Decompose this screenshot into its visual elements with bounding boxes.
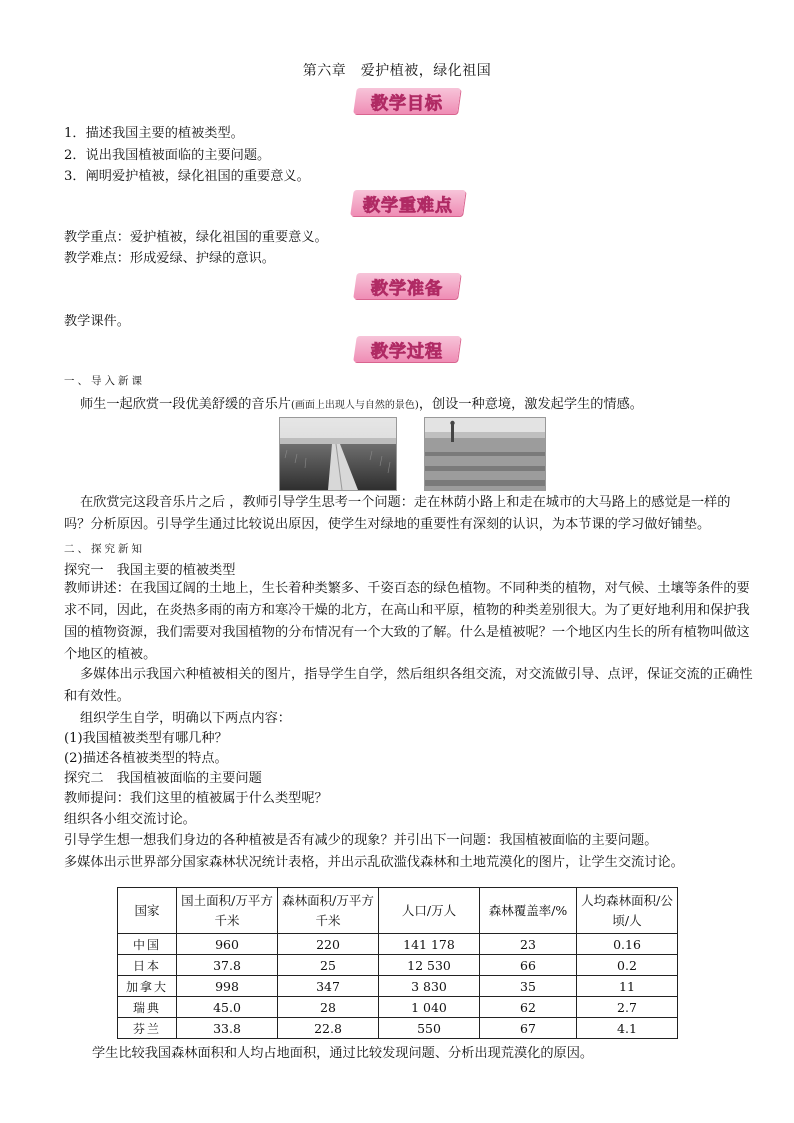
table-cell: 11: [577, 976, 678, 997]
explore2-line-2: 组织各小组交流讨论。: [64, 812, 196, 827]
banner-teaching-goals-text: 教学目标: [371, 93, 443, 114]
explore1-question-2: (2)描述各植被类型的特点。: [64, 751, 228, 766]
table-cell: 347: [278, 976, 379, 997]
table-cell-country: 日本: [118, 955, 177, 976]
table-cell: 66: [480, 955, 577, 976]
table-cell: 25: [278, 955, 379, 976]
table-cell: 23: [480, 934, 577, 955]
table-row: [118, 955, 678, 976]
table-cell: 22.8: [278, 1018, 379, 1039]
table-cell-country: 加拿大: [118, 976, 177, 997]
banner-process-text: 教学过程: [371, 341, 443, 362]
goal-item-2: 2．说出我国植被面临的主要问题。: [64, 148, 271, 163]
intro-p1-text-a: 师生一起欣赏一段优美舒缓的音乐片: [80, 397, 291, 412]
table-row: [118, 997, 678, 1018]
table-header: 森林覆盖率/%: [480, 888, 577, 934]
explore1-question-1: (1)我国植被类型有哪几种？: [64, 731, 228, 746]
table-cell: 28: [278, 997, 379, 1018]
table-cell-country: 瑞典: [118, 997, 177, 1018]
explore1-p1-text: 教师讲述：在我国辽阔的土地上，生长着种类繁多、千姿百态的绿色植物。不同种类的植物，对气候、土壤等条件的要求不同，因此，在炎热多雨的南方和寒冷干燥的北方，在高山和平原，植物的种类差别很大。为了更好地利用和保护我国的植物资源，我们需要对我国植物的分布情况有一个大致的了解。什么是植被呢？一个地区内生长的所有植物叫做这个地区的植被。: [64, 581, 750, 662]
explore1-self-study: 组织学生自学，明确以下两点内容：: [80, 711, 291, 726]
banner-key-points-text: 教学重难点: [363, 195, 453, 216]
grassland-person-photo: [424, 417, 546, 491]
intro-paragraph-1: [80, 393, 643, 412]
table-header: 人均森林面积/公顷/人: [577, 888, 678, 934]
banner-preparation-text: 教学准备: [371, 278, 443, 299]
banner-preparation: [355, 273, 459, 299]
banner-teaching-goals: [355, 88, 459, 114]
table-cell: 12 530: [379, 955, 480, 976]
explore1-p2-text: 多媒体出示我国六种植被相关的图片，指导学生自学，然后组织各组交流，对交流做引导、点评，保证交流的正确性和有效性。: [64, 667, 753, 704]
table-cell: 960: [177, 934, 278, 955]
table-row: [118, 1018, 678, 1039]
intro-p1-note: (画面上出现人与自然的景色): [291, 400, 419, 411]
table-cell: 550: [379, 1018, 480, 1039]
teaching-focus: 教学重点：爱护植被，绿化祖国的重要意义。: [64, 230, 328, 245]
table-cell: 45.0: [177, 997, 278, 1018]
banner-process: [355, 336, 459, 362]
table-header-row: [118, 888, 678, 934]
teaching-difficulty: 教学难点：形成爱绿、护绿的意识。: [64, 251, 275, 266]
table-cell-country: 中国: [118, 934, 177, 955]
table-cell: 2.7: [577, 997, 678, 1018]
goal-item-1: 1．描述我国主要的植被类型。: [64, 126, 244, 141]
explore1-paragraph-1: [64, 578, 754, 666]
table-cell: 37.8: [177, 955, 278, 976]
table-header: 森林面积/万平方千米: [278, 888, 379, 934]
table-cell: 1 040: [379, 997, 480, 1018]
table-cell: 220: [278, 934, 379, 955]
table-header: 国土面积/万平方千米: [177, 888, 278, 934]
preparation-text: 教学课件。: [64, 314, 130, 329]
intro-p2-text: 在欣赏完这段音乐片之后 ，教师引导学生思考一个问题：走在林荫小路上和走在城市的大马路上的感觉是一样的吗？分析原因。引导学生通过比较说出原因，使学生对绿地的重要性有深刻的认识，为本节课的学习做好铺垫。: [64, 495, 731, 532]
after-table-text: 学生比较我国森林面积和人均占地面积，通过比较发现问题、分析出现荒漠化的原因。: [92, 1046, 594, 1061]
explore2-line-4: 多媒体出示世界部分国家森林状况统计表格，并出示乱砍滥伐森林和土地荒漠化的图片，让学生交流讨论。: [64, 855, 684, 870]
section-heading-intro: 一、导入新课: [64, 375, 145, 387]
forest-statistics-table: [117, 887, 678, 1039]
wetland-boardwalk-photo: [279, 417, 397, 491]
table-cell: 0.2: [577, 955, 678, 976]
table-cell: 3 830: [379, 976, 480, 997]
explore2-line-3: 引导学生想一想我们身边的各种植被是否有减少的现象？并引出下一问题：我国植被面临的主要问题。: [64, 833, 658, 848]
explore2-line-1: 教师提问：我们这里的植被属于什么类型呢？: [64, 791, 328, 806]
table-header: 人口/万人: [379, 888, 480, 934]
table-cell: 141 178: [379, 934, 480, 955]
table-row: [118, 976, 678, 997]
table-cell: 998: [177, 976, 278, 997]
table-cell: 62: [480, 997, 577, 1018]
banner-key-points: [352, 190, 464, 216]
goal-item-3: 3．阐明爱护植被，绿化祖国的重要意义。: [64, 169, 310, 184]
intro-p1-text-b: ，创设一种意境，激发起学生的情感。: [418, 397, 643, 412]
table-cell: 4.1: [577, 1018, 678, 1039]
section-heading-explore: 二、探究新知: [64, 543, 145, 555]
table-cell-country: 芬兰: [118, 1018, 177, 1039]
table-header: 国家: [118, 888, 177, 934]
table-cell: 0.16: [577, 934, 678, 955]
explore1-title: 探究一 我国主要的植被类型: [64, 563, 236, 578]
explore2-title: 探究二 我国植被面临的主要问题: [64, 771, 262, 786]
table-cell: 33.8: [177, 1018, 278, 1039]
table-cell: 35: [480, 976, 577, 997]
chapter-title: 第六章 爱护植被，绿化祖国: [302, 63, 492, 79]
intro-paragraph-2: [64, 492, 754, 536]
table-cell: 67: [480, 1018, 577, 1039]
table-row: [118, 934, 678, 955]
explore1-paragraph-2: [64, 664, 754, 708]
